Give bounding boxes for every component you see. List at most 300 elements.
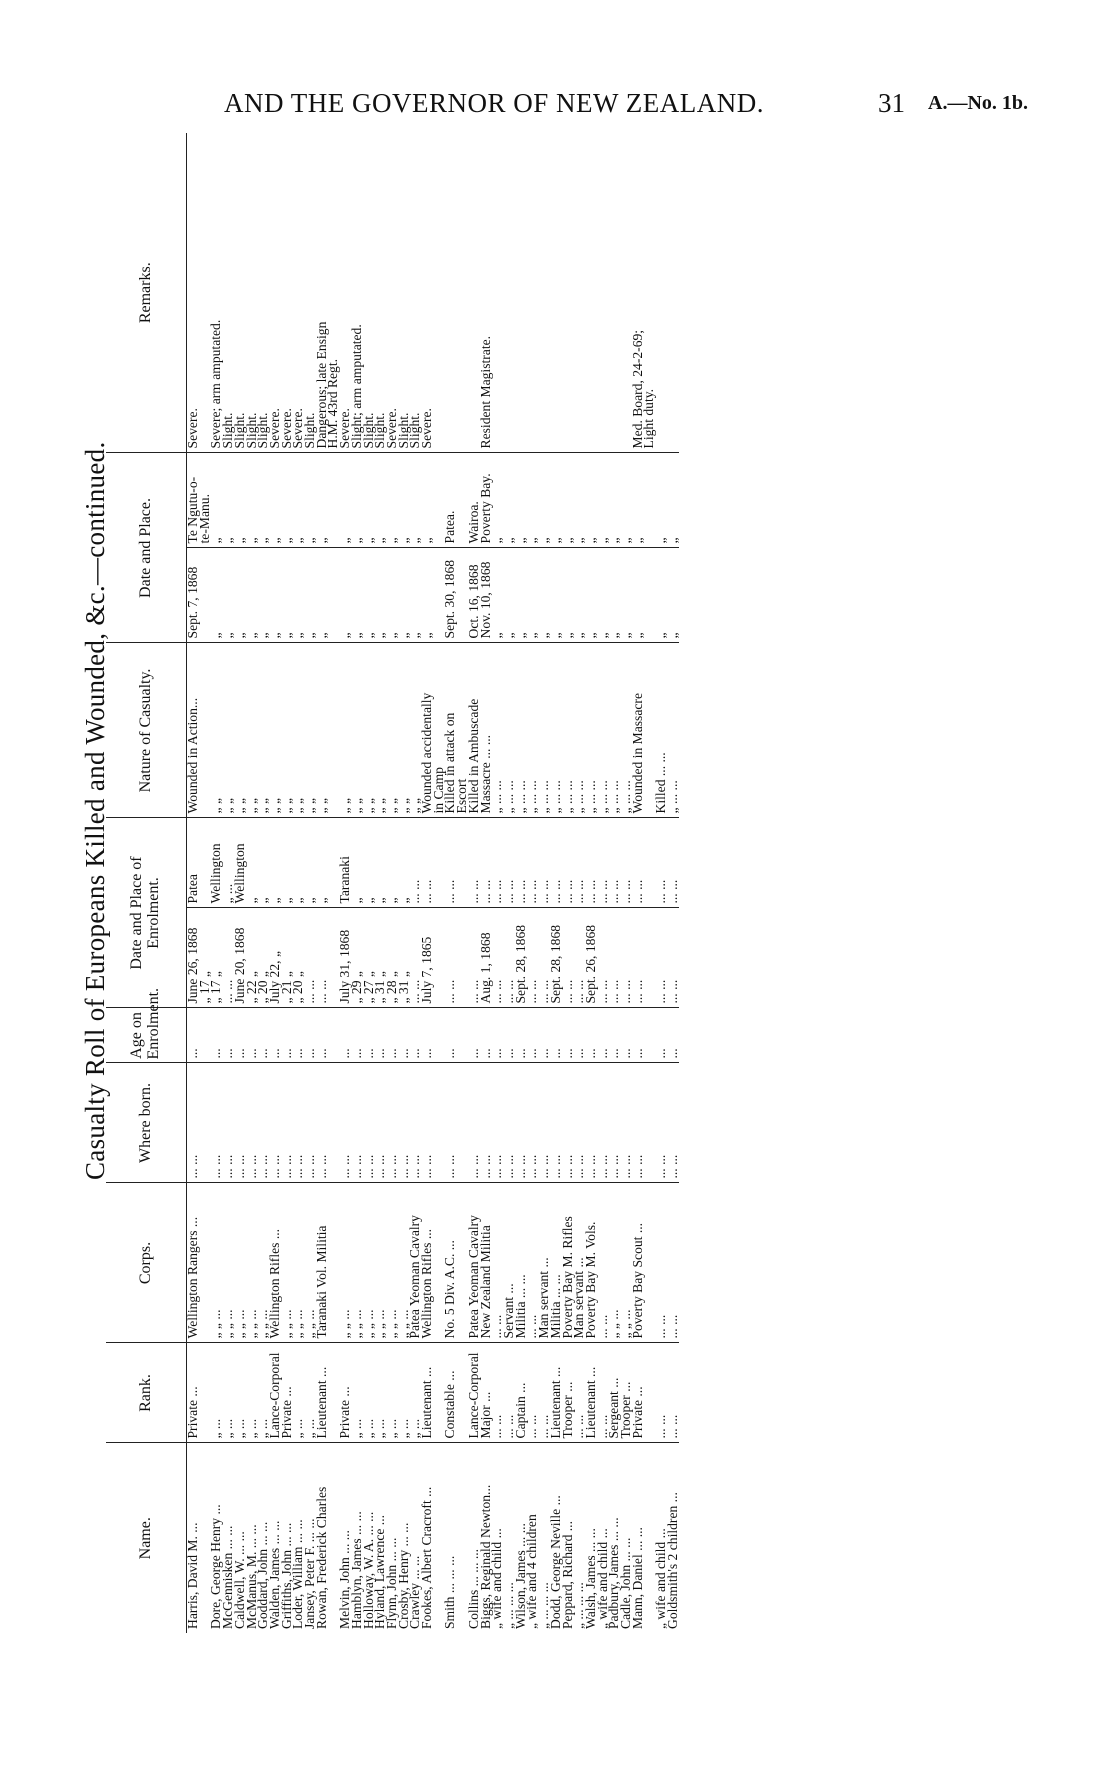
- cell-date: „: [351, 548, 363, 643]
- cell-remarks: Severe.: [290, 408, 306, 449]
- cell-age: ...: [409, 1008, 421, 1063]
- cell-age: ...: [398, 1008, 410, 1063]
- cell-date: „: [655, 548, 667, 643]
- cell-edate: ... ...: [468, 908, 480, 1008]
- cell-date: „: [667, 548, 679, 643]
- cell-edate: ... ...: [222, 908, 234, 1008]
- col-enrolment: Date and Place of Enrolment.: [106, 818, 187, 1008]
- cell-place: te-Manu.: [199, 453, 211, 548]
- cell-corps: „ „ ...: [374, 1183, 386, 1343]
- cell-edate: ... ...: [503, 908, 515, 1008]
- cell-remarks: H.M. 43rd Regt.: [325, 358, 341, 449]
- cell-remarks: [491, 133, 503, 453]
- col-age: Age on Enrolment.: [106, 1008, 187, 1063]
- cell-corps: „ „ ...: [339, 1183, 351, 1343]
- cell-remarks: Slight.: [302, 412, 318, 449]
- cell-rank: Lieutenant ...: [585, 1343, 597, 1443]
- cell-eplace: „: [374, 818, 386, 908]
- cell-name: Rowan, Frederick Charles: [316, 1443, 328, 1633]
- cell-born: ... ...: [269, 1063, 281, 1183]
- cell-corps: ... ...: [491, 1183, 503, 1343]
- cell-age: ...: [351, 1008, 363, 1063]
- cell-name: Cadle, John ... ...: [620, 1443, 632, 1633]
- cell-age: ...: [246, 1008, 258, 1063]
- cell-born: ... ...: [573, 1063, 585, 1183]
- cell-name: „ wife and child ...: [491, 1443, 503, 1633]
- cell-born: ... ...: [398, 1063, 410, 1183]
- cell-born: ... ...: [444, 1063, 456, 1183]
- cell-born: ... ...: [491, 1063, 503, 1183]
- table-row: [444, 133, 456, 1633]
- cell-nature: Massacre ... ...: [480, 643, 492, 818]
- cell-eplace: „: [281, 818, 293, 908]
- cell-nature: „ „: [398, 643, 410, 818]
- cell-eplace: Patea: [187, 818, 199, 908]
- cell-remarks: [667, 133, 679, 453]
- page-header: [0, 88, 1114, 128]
- cell-name: Jansey, Peter F. ... ...: [304, 1443, 316, 1633]
- cell-age: ...: [468, 1008, 480, 1063]
- cell-place: „: [409, 453, 421, 548]
- cell-nature: „ ... ...: [573, 643, 585, 818]
- cell-eplace: „ ...: [222, 818, 234, 908]
- cell-age: ...: [187, 1008, 199, 1063]
- cell-edate: „ 28 „: [386, 908, 398, 1008]
- cell-remarks: Slight.: [372, 412, 388, 449]
- cell-nature: Wounded accidentally: [421, 643, 433, 818]
- cell-corps: ... ...: [526, 1183, 538, 1343]
- cell-corps: „ „ ...: [351, 1183, 363, 1343]
- col-nature: Nature of Casualty.: [106, 643, 187, 818]
- cell-remarks: Light duty.: [641, 388, 657, 449]
- cell-date: „: [234, 548, 246, 643]
- cell-name: Walden, James ... ...: [269, 1443, 281, 1633]
- cell-place: „: [339, 453, 351, 548]
- cell-date: „: [281, 548, 293, 643]
- cell-corps: „ „ ...: [281, 1183, 293, 1343]
- cell-edate: ... ...: [620, 908, 632, 1008]
- cell-eplace: „: [398, 818, 410, 908]
- cell-name: McManus, M. ... ...: [246, 1443, 258, 1633]
- cell-place: „: [304, 453, 316, 548]
- cell-corps: Militia ... ...: [515, 1183, 527, 1343]
- cell-rank: Private ...: [281, 1343, 293, 1443]
- cell-remarks: Slight; arm amputated.: [348, 324, 364, 449]
- cell-rank: ... ...: [667, 1343, 679, 1443]
- cell-date: „: [526, 548, 538, 643]
- cell-place: [643, 453, 655, 548]
- table-row: [667, 133, 679, 1633]
- cell-place: „: [257, 453, 269, 548]
- cell-born: ... ...: [386, 1063, 398, 1183]
- cell-rank: Private ...: [632, 1343, 644, 1443]
- cell-born: ... ...: [409, 1063, 421, 1183]
- cell-date: „: [409, 548, 421, 643]
- cell-eplace: „: [269, 818, 281, 908]
- cell-born: ... ...: [222, 1063, 234, 1183]
- cell-nature: „ ... ...: [667, 643, 679, 818]
- cell-age: ...: [585, 1008, 597, 1063]
- table-row: [374, 133, 386, 1633]
- cell-nature: „ ... ...: [491, 643, 503, 818]
- cell-corps: Man servant ...: [573, 1183, 585, 1343]
- col-date-place: Date and Place.: [106, 453, 187, 643]
- cell-corps: „ „ ...: [398, 1183, 410, 1343]
- cell-eplace: ... ...: [491, 818, 503, 908]
- cell-remarks: Slight.: [231, 412, 247, 449]
- cell-corps: Wellington Rangers ...: [187, 1183, 199, 1343]
- cell-edate: July 31, 1868: [339, 908, 351, 1008]
- cell-eplace: ... ...: [480, 818, 492, 908]
- cell-born: ... ...: [538, 1063, 550, 1183]
- cell-place: „: [526, 453, 538, 548]
- table-body: [187, 133, 679, 1633]
- cell-edate: ... ...: [409, 908, 421, 1008]
- cell-place: „: [374, 453, 386, 548]
- cell-eplace: „: [246, 818, 258, 908]
- cell-edate: „ 31 „: [398, 908, 410, 1008]
- cell-remarks: [608, 133, 620, 453]
- cell-remarks: Slight.: [220, 412, 236, 449]
- cell-age: ...: [597, 1008, 609, 1063]
- table-row: [246, 133, 258, 1633]
- cell-born: ... ...: [281, 1063, 293, 1183]
- cell-nature: „ ... ...: [620, 643, 632, 818]
- cell-date: Oct. 16, 1868: [468, 548, 480, 643]
- col-name: Name.: [106, 1443, 187, 1633]
- cell-eplace: ... ...: [538, 818, 550, 908]
- cell-nature: „ ... ...: [515, 643, 527, 818]
- cell-remarks: [655, 133, 667, 453]
- cell-edate: „ 21 „: [281, 908, 293, 1008]
- cell-nature: „ „: [316, 643, 328, 818]
- cell-nature: „ „: [246, 643, 258, 818]
- cell-place: „: [608, 453, 620, 548]
- cell-rank: „ ...: [351, 1343, 363, 1443]
- cell-date: „: [304, 548, 316, 643]
- cell-rank: Sergeant ...: [608, 1343, 620, 1443]
- cell-name: Dodd, George Neville ...: [550, 1443, 562, 1633]
- table-row: [632, 133, 644, 1633]
- cell-rank: „ ...: [386, 1343, 398, 1443]
- cell-remarks: [444, 133, 456, 453]
- cell-date: „: [608, 548, 620, 643]
- cell-edate: ... ...: [491, 908, 503, 1008]
- cell-edate: Sept. 26, 1868: [585, 908, 597, 1008]
- cell-rank: Trooper ...: [562, 1343, 574, 1443]
- cell-nature: Escort: [456, 643, 468, 818]
- cell-corps: „ „ ...: [363, 1183, 375, 1343]
- cell-place: Wairoa.: [468, 453, 480, 548]
- cell-corps: „ „ ...: [386, 1183, 398, 1343]
- cell-remarks: [456, 133, 468, 453]
- cell-corps: „ „ ...: [234, 1183, 246, 1343]
- cell-edate: „ 27 „: [363, 908, 375, 1008]
- cell-eplace: Wellington: [210, 818, 222, 908]
- cell-date: „: [257, 548, 269, 643]
- cell-corps: Patea Yeoman Cavalry: [409, 1183, 421, 1343]
- cell-born: ... ...: [246, 1063, 258, 1183]
- cell-date: „: [491, 548, 503, 643]
- cell-age: ...: [374, 1008, 386, 1063]
- cell-remarks: Resident Magistrate.: [477, 335, 493, 449]
- cell-born: ... ...: [351, 1063, 363, 1183]
- cell-nature: „ ... ...: [526, 643, 538, 818]
- cell-name: Goddard, John ... ...: [257, 1443, 269, 1633]
- table-caption: Casualty Roll of Europeans Killed and Wounded, &c.—continued.: [80, 441, 110, 1180]
- cell-place: „: [620, 453, 632, 548]
- cell-nature: „ „: [351, 643, 363, 818]
- cell-nature: „ „: [374, 643, 386, 818]
- cell-name: Padbury, James ... ...: [608, 1443, 620, 1633]
- cell-place: „: [269, 453, 281, 548]
- table-row: [351, 133, 363, 1633]
- col-remarks: Remarks.: [106, 133, 187, 453]
- cell-date: „: [269, 548, 281, 643]
- table-row: [292, 133, 304, 1633]
- cell-place: Poverty Bay.: [480, 453, 492, 548]
- cell-eplace: „: [386, 818, 398, 908]
- table-row: [210, 133, 222, 1633]
- cell-remarks: Severe.: [337, 408, 353, 449]
- cell-age: ...: [550, 1008, 562, 1063]
- cell-born: ... ...: [597, 1063, 609, 1183]
- cell-rank: ... ...: [526, 1343, 538, 1443]
- cell-eplace: „: [304, 818, 316, 908]
- cell-rank: Lance-Corporal: [269, 1343, 281, 1443]
- cell-place: Te Ngutu-o-: [187, 453, 199, 548]
- table-row: [386, 133, 398, 1633]
- cell-nature: „ ... ...: [503, 643, 515, 818]
- cell-born: ... ...: [363, 1063, 375, 1183]
- cell-eplace: ... ...: [421, 818, 433, 908]
- cell-edate: ... ...: [562, 908, 574, 1008]
- cell-rank: ... ...: [491, 1343, 503, 1443]
- cell-name: Caldwell, W. ... ...: [234, 1443, 246, 1633]
- cell-remarks: Slight.: [255, 412, 271, 449]
- cell-date: „: [597, 548, 609, 643]
- cell-place: „: [210, 453, 222, 548]
- cell-corps: Wellington Rifles ...: [421, 1183, 433, 1343]
- table-row: [316, 133, 328, 1633]
- cell-born: ... ...: [421, 1063, 433, 1183]
- cell-name: Loder, William ... ...: [292, 1443, 304, 1633]
- cell-eplace: ... ...: [562, 818, 574, 908]
- cell-corps: Poverty Bay M. Rifles: [562, 1183, 574, 1343]
- cell-corps: ... ...: [655, 1183, 667, 1343]
- cell-remarks: [433, 133, 445, 453]
- cell-born: ... ...: [316, 1063, 328, 1183]
- cell-rank: „ ...: [363, 1343, 375, 1443]
- cell-age: ...: [538, 1008, 550, 1063]
- cell-name: Crosby, Henry ... ...: [398, 1443, 410, 1633]
- cell-nature: „ „: [386, 643, 398, 818]
- cell-remarks: [515, 133, 527, 453]
- cell-date: [327, 548, 339, 643]
- cell-place: Patea.: [444, 453, 456, 548]
- cell-born: ... ...: [210, 1063, 222, 1183]
- cell-age: ...: [281, 1008, 293, 1063]
- cell-age: ...: [620, 1008, 632, 1063]
- cell-nature: „ ... ...: [562, 643, 574, 818]
- cell-eplace: „: [363, 818, 375, 908]
- cell-place: „: [632, 453, 644, 548]
- cell-born: ... ...: [562, 1063, 574, 1183]
- cell-age: ...: [444, 1008, 456, 1063]
- cell-age: ...: [526, 1008, 538, 1063]
- cell-place: [327, 453, 339, 548]
- cell-date: „: [515, 548, 527, 643]
- cell-name: „ wife and child ...: [655, 1443, 667, 1633]
- cell-date: „: [538, 548, 550, 643]
- cell-nature: „ ... ...: [538, 643, 550, 818]
- cell-rank: Major ...: [480, 1343, 492, 1443]
- cell-born: ... ...: [608, 1063, 620, 1183]
- cell-eplace: Wellington: [234, 818, 246, 908]
- cell-date: „: [374, 548, 386, 643]
- cell-name: Peppard, Richard ...: [562, 1443, 574, 1633]
- cell-nature: Killed ... ...: [655, 643, 667, 818]
- cell-rank: „ ...: [292, 1343, 304, 1443]
- cell-edate: „ 20 „: [292, 908, 304, 1008]
- cell-corps: Servant ...: [503, 1183, 515, 1343]
- cell-edate: ... ...: [526, 908, 538, 1008]
- cell-nature: „ „: [234, 643, 246, 818]
- cell-age: ...: [667, 1008, 679, 1063]
- cell-place: „: [292, 453, 304, 548]
- cell-nature: [199, 643, 211, 818]
- cell-rank: Lieutenant ...: [550, 1343, 562, 1443]
- cell-name: Walsh, James ... ...: [585, 1443, 597, 1633]
- cell-age: ...: [222, 1008, 234, 1063]
- cell-age: ...: [363, 1008, 375, 1063]
- cell-corps: Poverty Bay Scout ...: [632, 1183, 644, 1343]
- cell-corps: No. 5 Div. A.C. ...: [444, 1183, 456, 1343]
- cell-date: Nov. 10, 1868: [480, 548, 492, 643]
- cell-corps: ... ...: [667, 1183, 679, 1343]
- cell-remarks: [503, 133, 515, 453]
- cell-edate: „ 17 „: [199, 908, 211, 1008]
- cell-remarks: Med. Board, 24-2-69;: [629, 329, 645, 449]
- cell-rank: „ ...: [210, 1343, 222, 1443]
- cell-corps: „ „ ...: [620, 1183, 632, 1343]
- cell-remarks: Severe.: [278, 408, 294, 449]
- cell-nature: „ „: [292, 643, 304, 818]
- cell-eplace: ... ...: [503, 818, 515, 908]
- cell-rank: Constable ...: [444, 1343, 456, 1443]
- cell-name: „ ... ... ...: [573, 1443, 585, 1633]
- cell-date: „: [363, 548, 375, 643]
- cell-eplace: „: [351, 818, 363, 908]
- cell-date: „: [573, 548, 585, 643]
- cell-nature: „ „: [339, 643, 351, 818]
- cell-eplace: Taranaki: [339, 818, 351, 908]
- cell-remarks: Severe; arm amputated.: [208, 319, 224, 449]
- cell-nature: „ „: [281, 643, 293, 818]
- cell-edate: Sept. 28, 1868: [550, 908, 562, 1008]
- cell-place: „: [316, 453, 328, 548]
- cell-age: ...: [491, 1008, 503, 1063]
- cell-name: Harris, David M. ...: [187, 1443, 199, 1633]
- cell-corps: Patea Yeoman Cavalry: [468, 1183, 480, 1343]
- cell-rank: Trooper ...: [620, 1343, 632, 1443]
- cell-born: ... ...: [468, 1063, 480, 1183]
- cell-age: ...: [234, 1008, 246, 1063]
- cell-place: „: [538, 453, 550, 548]
- cell-born: ... ...: [292, 1063, 304, 1183]
- cell-name: Biggs, Reginald Newton...: [480, 1443, 492, 1633]
- cell-corps: „ „ ...: [210, 1183, 222, 1343]
- cell-eplace: ... ...: [608, 818, 620, 908]
- cell-eplace: ... ...: [632, 818, 644, 908]
- cell-nature: Wounded in Action...: [187, 643, 199, 818]
- cell-born: ... ...: [234, 1063, 246, 1183]
- cell-date: „: [339, 548, 351, 643]
- cell-edate: Sept. 28, 1868: [515, 908, 527, 1008]
- cell-age: ...: [632, 1008, 644, 1063]
- cell-name: „ ... ... ...: [503, 1443, 515, 1633]
- rotated-table-area: [106, 133, 866, 1633]
- cell-edate: „ 20 „: [257, 908, 269, 1008]
- cell-place: „: [585, 453, 597, 548]
- cell-date: [199, 548, 211, 643]
- running-title: AND THE GOVERNOR OF NEW ZEALAND.: [224, 88, 764, 118]
- cell-nature: „ ... ...: [608, 643, 620, 818]
- cell-nature: Wounded in Massacre: [632, 643, 644, 818]
- cell-name: Collins ... ... ...: [468, 1443, 480, 1633]
- cell-corps: Man servant ...: [538, 1183, 550, 1343]
- cell-date: „: [562, 548, 574, 643]
- cell-rank: Lieutenant ...: [316, 1343, 328, 1443]
- cell-rank: „ ...: [246, 1343, 258, 1443]
- cell-age: ...: [316, 1008, 328, 1063]
- cell-place: „: [491, 453, 503, 548]
- cell-age: ...: [562, 1008, 574, 1063]
- cell-date: „: [421, 548, 433, 643]
- cell-edate: ... ...: [655, 908, 667, 1008]
- cell-date: [643, 548, 655, 643]
- cell-nature: [327, 643, 339, 818]
- cell-name: Crawley ... ...: [409, 1443, 421, 1633]
- cell-rank: Private ...: [339, 1343, 351, 1443]
- cell-edate: „ 17 „: [210, 908, 222, 1008]
- col-rank: Rank.: [106, 1343, 187, 1443]
- cell-eplace: ... ...: [550, 818, 562, 908]
- cell-edate: „ 29 „: [351, 908, 363, 1008]
- cell-eplace: ... ...: [409, 818, 421, 908]
- cell-nature: „ „: [269, 643, 281, 818]
- cell-rank: ... ...: [538, 1343, 550, 1443]
- cell-age: ...: [304, 1008, 316, 1063]
- cell-place: „: [515, 453, 527, 548]
- cell-name: Hyland, Lawrence ...: [374, 1443, 386, 1633]
- table-header-row: [106, 133, 187, 1633]
- cell-place: „: [421, 453, 433, 548]
- cell-name: Wilson, James ... ...: [515, 1443, 527, 1633]
- cell-nature: „ ... ...: [585, 643, 597, 818]
- cell-rank: „ ...: [304, 1343, 316, 1443]
- cell-place: „: [398, 453, 410, 548]
- cell-name: Griffiths, John ... ...: [281, 1443, 293, 1633]
- cell-date: „: [398, 548, 410, 643]
- cell-date: „: [632, 548, 644, 643]
- cell-date: Sept. 30, 1868: [444, 548, 456, 643]
- cell-remarks: [562, 133, 574, 453]
- cell-remarks: [550, 133, 562, 453]
- cell-place: „: [351, 453, 363, 548]
- document-reference: A.—No. 1b.: [928, 92, 1029, 114]
- cell-name: McGennisken ... ...: [222, 1443, 234, 1633]
